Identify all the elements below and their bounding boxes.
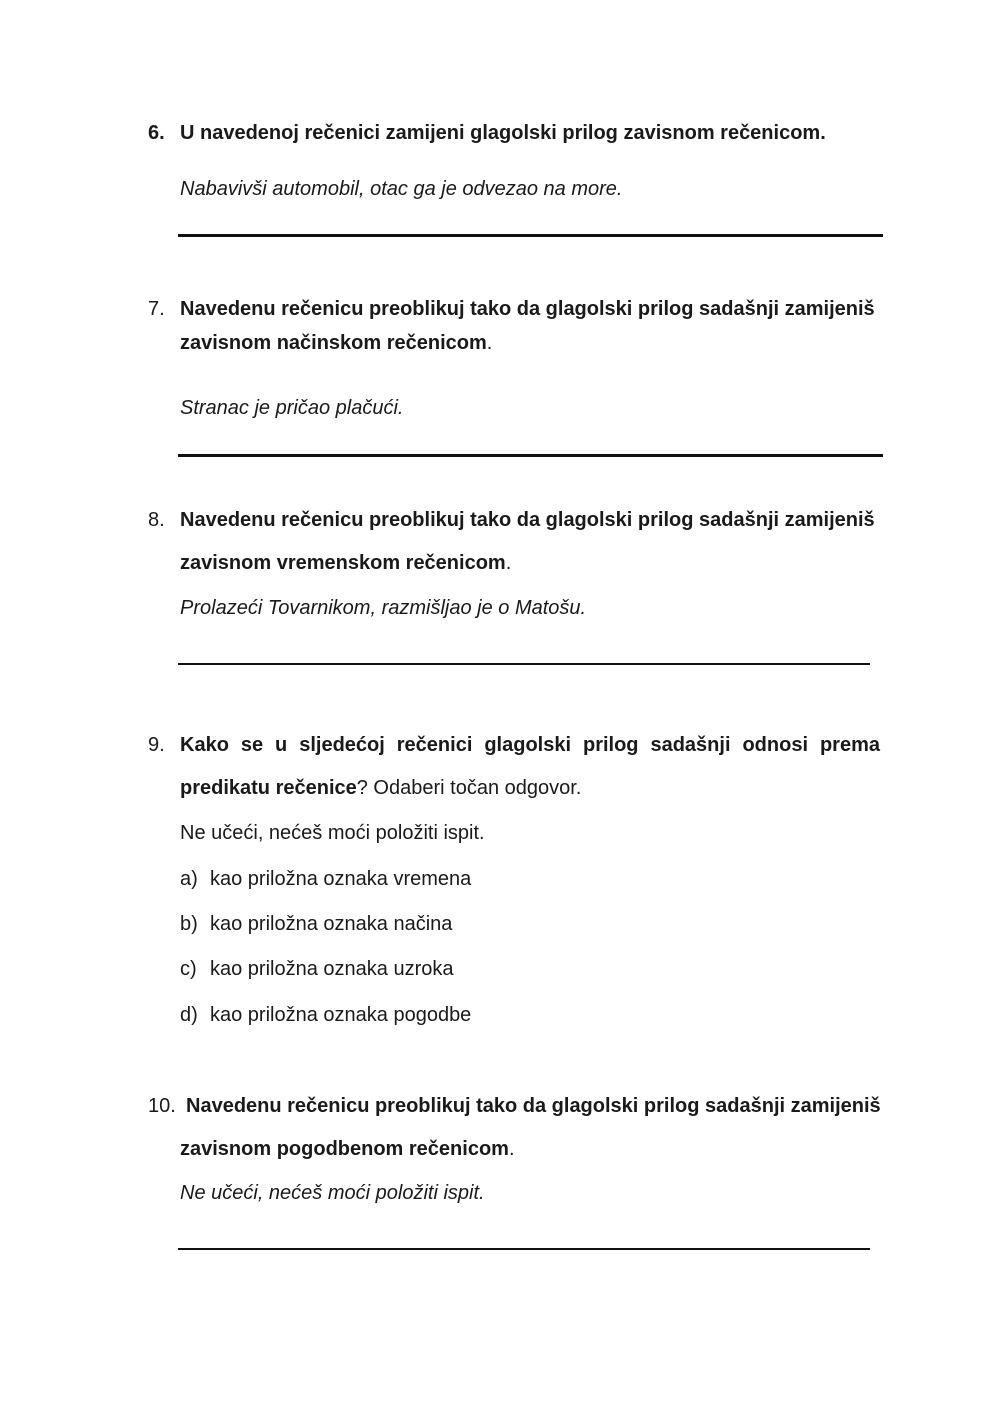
option-b-letter[interactable]: b) xyxy=(180,913,198,935)
question-7-prompt-bold: zavisnom načinskom rečenicom xyxy=(180,332,487,354)
question-10-answer-line[interactable] xyxy=(178,1248,870,1250)
question-7-prompt-end: . xyxy=(486,332,493,354)
option-b-text[interactable]: kao priložna oznaka načina xyxy=(210,913,453,935)
question-8-prompt-line2 xyxy=(180,552,511,575)
question-7-prompt-line2 xyxy=(180,332,492,355)
option-a-letter[interactable]: a) xyxy=(180,868,198,890)
question-6-example: Nabavivši automobil, otac ga je odvezao na more. xyxy=(180,178,623,200)
question-7-example: Stranac je pričao plačući. xyxy=(180,397,404,419)
question-9-prompt-bold: predikatu rečenice xyxy=(180,777,357,799)
question-10-number: 10. xyxy=(148,1095,176,1117)
question-7-number: 7. xyxy=(148,298,165,320)
question-8-answer-line[interactable] xyxy=(178,663,870,665)
question-8-example: Prolazeći Tovarnikom, razmišljao je o Matošu. xyxy=(180,597,587,619)
question-8-prompt-end: . xyxy=(505,552,512,574)
question-10-prompt-line2 xyxy=(180,1138,515,1161)
question-10-prompt-end: . xyxy=(508,1138,515,1160)
question-8-prompt-line1: Navedenu rečenicu preoblikuj tako da glagolski prilog sadašnji zamijeniš xyxy=(180,509,875,531)
question-9-number: 9. xyxy=(148,734,165,756)
option-d-text[interactable]: kao priložna oznaka pogodbe xyxy=(210,1004,472,1026)
option-a-text[interactable]: kao priložna oznaka vremena xyxy=(210,868,472,890)
question-8-prompt-bold: zavisnom vremenskom rečenicom xyxy=(180,552,506,574)
question-6-prompt: U navedenoj rečenici zamijeni glagolski prilog zavisnom rečenicom. xyxy=(180,122,826,144)
question-7-prompt-line1: Navedenu rečenicu preoblikuj tako da glagolski prilog sadašnji zamijeniš xyxy=(180,298,875,320)
question-6-number: 6. xyxy=(148,122,165,144)
question-6-answer-line[interactable] xyxy=(178,234,883,237)
question-10-example: Ne učeći, nećeš moći položiti ispit. xyxy=(180,1182,485,1204)
question-10-prompt-bold: zavisnom pogodbenom rečenicom xyxy=(180,1138,509,1160)
option-c-letter[interactable]: c) xyxy=(180,958,197,980)
question-10-prompt-line1: Navedenu rečenicu preoblikuj tako da glagolski prilog sadašnji zamijeniš xyxy=(186,1095,881,1117)
question-9-prompt-line2 xyxy=(180,777,581,800)
question-8-number: 8. xyxy=(148,509,165,531)
question-9-prompt-line1: Kako se u sljedećoj rečenici glagolski prilog sadašnji odnosi prema xyxy=(180,734,880,756)
option-d-letter[interactable]: d) xyxy=(180,1004,198,1026)
question-9-example: Ne učeći, nećeš moći položiti ispit. xyxy=(180,822,485,844)
question-7-answer-line[interactable] xyxy=(178,454,883,457)
option-c-text[interactable]: kao priložna oznaka uzroka xyxy=(210,958,454,980)
question-9-prompt-rest: ? Odaberi točan odgovor. xyxy=(356,777,582,799)
